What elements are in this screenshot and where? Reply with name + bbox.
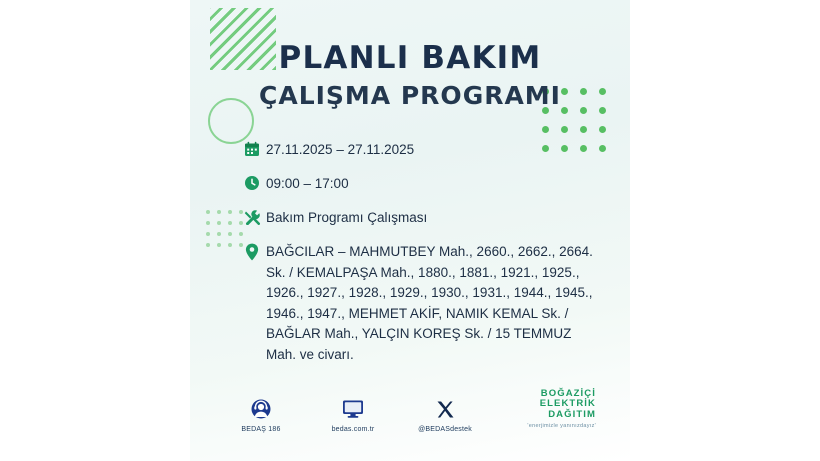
company-logo-line2: ELEKTRİK bbox=[539, 398, 596, 410]
company-slogan: 'enerjimizle yanınızdayız' bbox=[527, 422, 596, 429]
footer-item-social[interactable] bbox=[414, 398, 476, 433]
monitor-icon bbox=[322, 398, 384, 420]
info-row-date-text: 27.11.2025 – 27.11.2025 bbox=[266, 142, 415, 157]
info-row-time bbox=[238, 174, 594, 195]
company-logo-line3: DAĞITIM bbox=[548, 408, 596, 420]
headset-agent-icon bbox=[230, 398, 292, 420]
info-row-address bbox=[238, 242, 594, 365]
footer-item-call-center-label: BEDAŞ 186 bbox=[241, 426, 281, 433]
calendar-icon bbox=[238, 140, 266, 161]
info-row-worktype bbox=[238, 208, 594, 229]
info-row-time-text: 09:00 – 17:00 bbox=[266, 176, 349, 191]
footer-item-call-center[interactable] bbox=[230, 398, 292, 433]
footer-item-website[interactable] bbox=[322, 398, 384, 433]
maintenance-notice-poster bbox=[190, 0, 630, 461]
info-row-date bbox=[238, 140, 594, 161]
info-row-address-text: BAĞCILAR – MAHMUTBEY Mah., 2660., 2662., 2664. Sk. / KEMALPAŞA Mah., 1880., 1881., 1921., 1925., 1926., 1927., 1928., 1929., 1930., 1931., 1944., 1945., 1946., 1947., MEHMET AKİF, NAMIK KEMAL Sk. / BAĞLAR Mah., YALÇIN KOREŞ Sk. / 15 TEMMUZ Mah. ve civarı. bbox=[266, 244, 593, 362]
company-logo bbox=[527, 389, 596, 429]
x-social-icon bbox=[414, 398, 476, 420]
info-row-worktype-text: Bakım Programı Çalışması bbox=[266, 210, 428, 225]
page-subtitle: ÇALIŞMA PROGRAMI bbox=[259, 80, 561, 110]
clock-icon bbox=[238, 174, 266, 195]
footer-item-social-label: @BEDASdestek bbox=[418, 426, 472, 433]
tools-icon bbox=[238, 208, 266, 229]
page-title: PLANLI BAKIM bbox=[278, 40, 542, 76]
info-list bbox=[238, 140, 594, 378]
company-logo-line1: BOĞAZİÇİ bbox=[540, 387, 596, 399]
location-pin-icon bbox=[238, 242, 266, 263]
footer-item-website-label: bedas.com.tr bbox=[331, 426, 375, 433]
poster-footer bbox=[190, 387, 630, 433]
poster-title-block bbox=[190, 42, 630, 110]
